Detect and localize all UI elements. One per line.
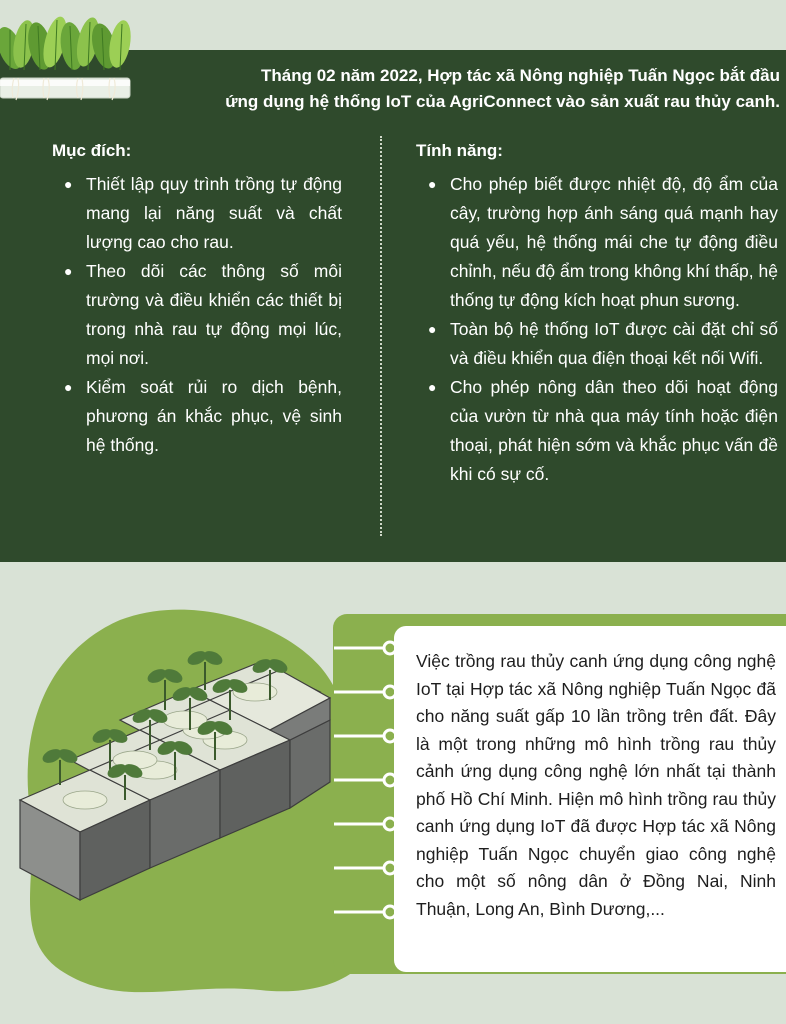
purpose-list (52, 170, 342, 460)
bullet-icon: ● (428, 321, 437, 337)
purpose-item-text: Theo dõi các thông số môi trường và điều khiển các thiết bị trong nhà rau tự động mọi lúc, mọi nơi. (86, 261, 342, 368)
purpose-item-text: Thiết lập quy trình trồng tự động mang lại năng suất và chất lượng cao cho rau. (86, 174, 342, 252)
purpose-item-text: Kiểm soát rủi ro dịch bệnh, phương án khắc phục, vệ sinh hệ thống. (86, 377, 342, 455)
hydroponic-plants-illustration (0, 0, 140, 112)
features-section (416, 140, 778, 489)
intro-heading-line-1: Tháng 02 năm 2022, Hợp tác xã Nông nghiệp Tuấn Ngọc bắt đầu (260, 66, 780, 85)
bullet-icon: ● (428, 379, 437, 395)
bullet-icon: ● (64, 379, 73, 395)
purpose-item (52, 373, 342, 460)
purpose-item (52, 257, 342, 373)
features-title: Tính năng: (416, 141, 503, 160)
purpose-section (52, 140, 342, 460)
feature-item (416, 373, 778, 489)
purpose-item (52, 170, 342, 257)
feature-item-text: Toàn bộ hệ thống IoT được cài đặt chỉ số và điều khiển qua điện thoại kết nối Wifi. (450, 319, 778, 368)
intro-heading (140, 63, 780, 115)
binder-rings-icon (320, 630, 400, 960)
note-paragraph: Việc trồng rau thủy canh ứng dụng công nghệ IoT tại Hợp tác xã Nông nghiệp Tuấn Ngọc đã cho năng suất gấp 10 lần trồng trên đất. Đây là một trong những mô hình trồng rau thủy cảnh ứng dụng công nghệ lớn nhất tại thành phố Hồ Chí Minh. Hiện mô hình trồng rau thủy canh ứng dụng IoT đã được Hợp tác xã Nông nghiệp Tuấn Ngọc chuyển giao công nghệ cho một số nông dân ở Đồng Nai, Ninh Thuận, Long An, Bình Dương,... (416, 651, 776, 919)
intro-heading-line-2: ứng dụng hệ thống IoT của AgriConnect vào sản xuất rau thủy canh. (225, 92, 780, 111)
bullet-icon: ● (64, 176, 73, 192)
feature-item (416, 170, 778, 315)
feature-item-text: Cho phép biết được nhiệt độ, độ ẩm của cây, trường hợp ánh sáng quá mạnh hay quá yếu, hệ thống mái che tự động điều chỉnh, nếu độ ẩm trong không khí thấp, hệ thống tự động kích hoạt phun sương. (450, 174, 778, 310)
feature-item-text: Cho phép nông dân theo dõi hoạt động của vườn từ nhà qua máy tính hoặc điện thoại, phát hiện sớm và khắc phục vấn đề khi có sự cố. (450, 377, 778, 484)
bullet-icon: ● (64, 263, 73, 279)
purpose-title: Mục đích: (52, 141, 132, 160)
feature-item (416, 315, 778, 373)
bullet-icon: ● (428, 176, 437, 192)
features-list (416, 170, 778, 489)
column-divider (380, 136, 382, 536)
